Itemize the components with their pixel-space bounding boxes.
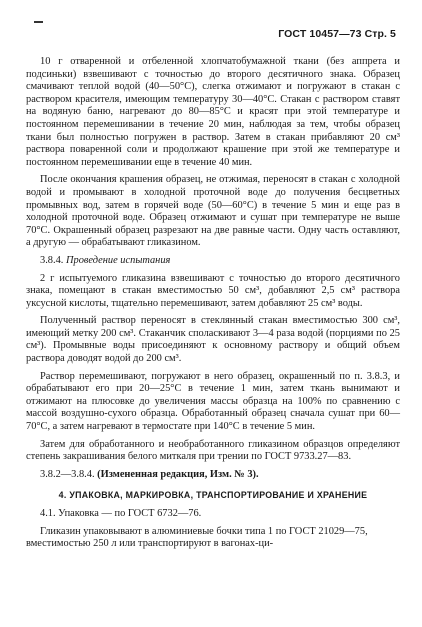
document-body [26, 56, 400, 551]
paragraph: 10 г отваренной и отбеленной хлопчатобумажной ткани (без аппрета и подсиньки) взвешивают с точностью до второго десятичного знака. Образец смачивают теплой водой (40—50°С), слегка отжимают и погружают в стакан с раствором красителя, имеющим температуру 30—40°С. Стакан с раствором ставят на водяную баню, нагревают до 80—85°С и красят при этой температуре и постоянном перемешивании в течение 20 мин, наблюдая за тем, чтобы образец ткани был полностью погружен в раствор. Затем в стакан прибавляют 20 см³ раствора поваренной соли и продолжают крашение при этой же температуре и постоянном перемешивании еще в течение 40 мин. [26, 56, 400, 168]
change-note [26, 469, 400, 482]
paragraph: После окончания крашения образец, не отжимая, переносят в стакан с холодной водой и промывают в холодной проточной воде до получения бесцветных промывных вод, затем в горячей воде (50—60°С) в течение 5 мин и еще раз в холодной проточной воде. Образец отжимают и сушат при температуре не выше 70°С. Окрашенный образец разрезают на две равные части. Одну часть оставляют, а другую — обрабатывают гликазином. [26, 174, 400, 249]
paragraph: 2 г испытуемого гликазина взвешивают с точностью до второго десятичного знака, помещают в стакан вместимостью 50 см³, добавляют 2,5 см³ раствора уксусной кислоты, тщательно перемешивают, затем добавляют 25 см³ воды. [26, 272, 400, 309]
subsection-title: Проведение испытания [66, 254, 171, 266]
margin-dash [34, 21, 43, 23]
section-heading: 4. УПАКОВКА, МАРКИРОВКА, ТРАНСПОРТИРОВАНИЕ И ХРАНЕНИЕ [58, 490, 368, 501]
subsection-heading [26, 255, 400, 268]
paragraph: Затем для обработанного и необработанного гликазином образцов определяют степень закрашивания белого миткаля при трении по ГОСТ 9733.27—83. [26, 438, 400, 463]
change-note-text: (Измененная редакция, Изм. № 3). [97, 468, 259, 480]
subsection-number: 3.8.4. [40, 254, 64, 266]
paragraph: 4.1. Упаковка — по ГОСТ 6732—76. [40, 508, 202, 519]
change-note-range: 3.8.2—3.8.4. [40, 468, 95, 480]
paragraph: Гликазин упаковывают в алюминиевые бочки типа 1 по ГОСТ 21029—75, вместимостью 250 л или транспортируют в вагонах-ци- [26, 525, 368, 550]
page-header: ГОСТ 10457—73 Стр. 5 [278, 28, 396, 40]
paragraph: Полученный раствор переносят в стеклянный стакан вместимостью 300 см³, имеющий метку 200 см³. Стаканчик споласкивают 3—4 раза водой (порциями по 25 см³). Промывные воды присоединяют к основному раствору и общий объем раствора доводят водой до 200 см³. [26, 315, 400, 365]
paragraph: Раствор перемешивают, погружают в него образец, окрашенный по п. 3.8.3, и обрабатывают его при 20—25°С в течение 1 мин, затем ткань вынимают и отжимают на плюсовке до увеличения массы образца на 100% по сравнению с массой воздушно-сухого образца. Обработанный образец сначала сушат при 60—70°С, а затем нагревают в термостате при 140°С в течение 5 мин. [26, 370, 400, 433]
